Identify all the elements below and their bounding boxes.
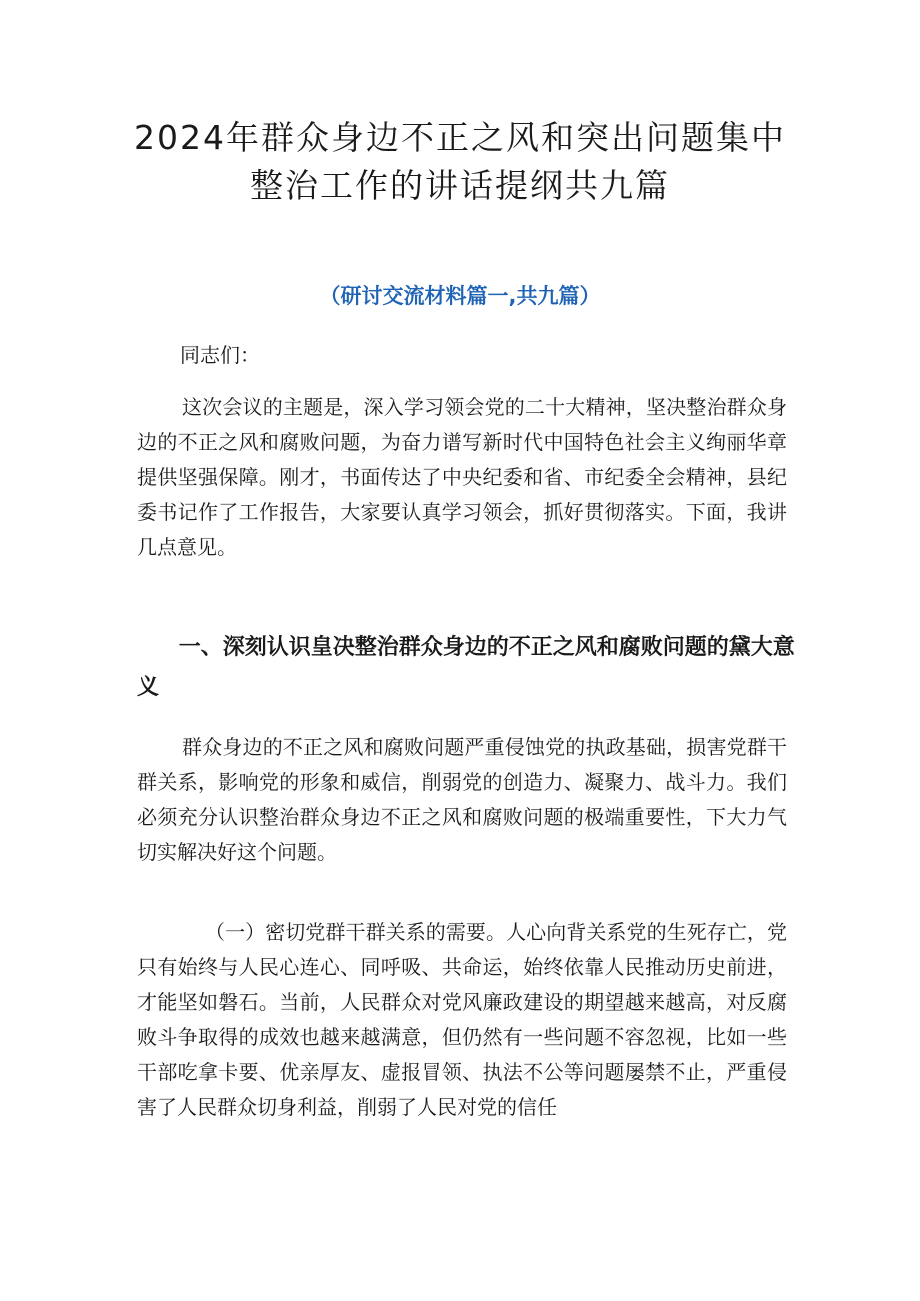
section-heading-1: 一、深刻认识皇决整治群众身边的不正之风和腐败问题的黛大意义 xyxy=(137,635,795,700)
body-paragraph-3: （一）密切党群干群关系的需要。人心向背关系党的生死存亡，党只有始终与人民心连心、同呼吸、共命运，始终依靠人民推动历史前进，才能坚如磐石。当前，人民群众对党风廉政建设的期望越来越高，对反腐败斗争取得的成效也越来越满意，但仍然有一些问题不容忽视，比如一些干部吃拿卡要、优亲厚友、虚报冒领、执法不公等问题屡禁不止，严重侵害了人民群众切身利益，削弱了人民对党的信任 xyxy=(137,920,787,1119)
document-subtitle: （研讨交流材料篇一,共九篇） xyxy=(319,284,601,308)
body-paragraph-2: 群众身边的不正之风和腐败问题严重侵蚀党的执政基础，损害党群干群关系，影响党的形象和威信，削弱党的创造力、凝聚力、战斗力。我们必须充分认识整治群众身边不正之风和腐败问题的极端重要性，下大力气切实解决好这个问题。 xyxy=(137,735,787,864)
body-paragraph-1: 这次会议的主题是，深入学习领会党的二十大精神，坚决整治群众身边的不正之风和腐败问题，为奋力谱写新时代中国特色社会主义绚丽华章提供坚强保障。刚才，书面传达了中央纪委和省、市纪委全会精神，县纪委书记作了工作报告，大家要认真学习领会，抓好贯彻落实。下面，我讲几点意见。 xyxy=(137,395,787,559)
greeting: 同志们： xyxy=(180,343,260,367)
document-title-line1: 2024年群众身边不正之风和突出问题集中 xyxy=(134,118,786,157)
document-title-line2: 整治工作的讲话提纲共九篇 xyxy=(250,166,670,205)
